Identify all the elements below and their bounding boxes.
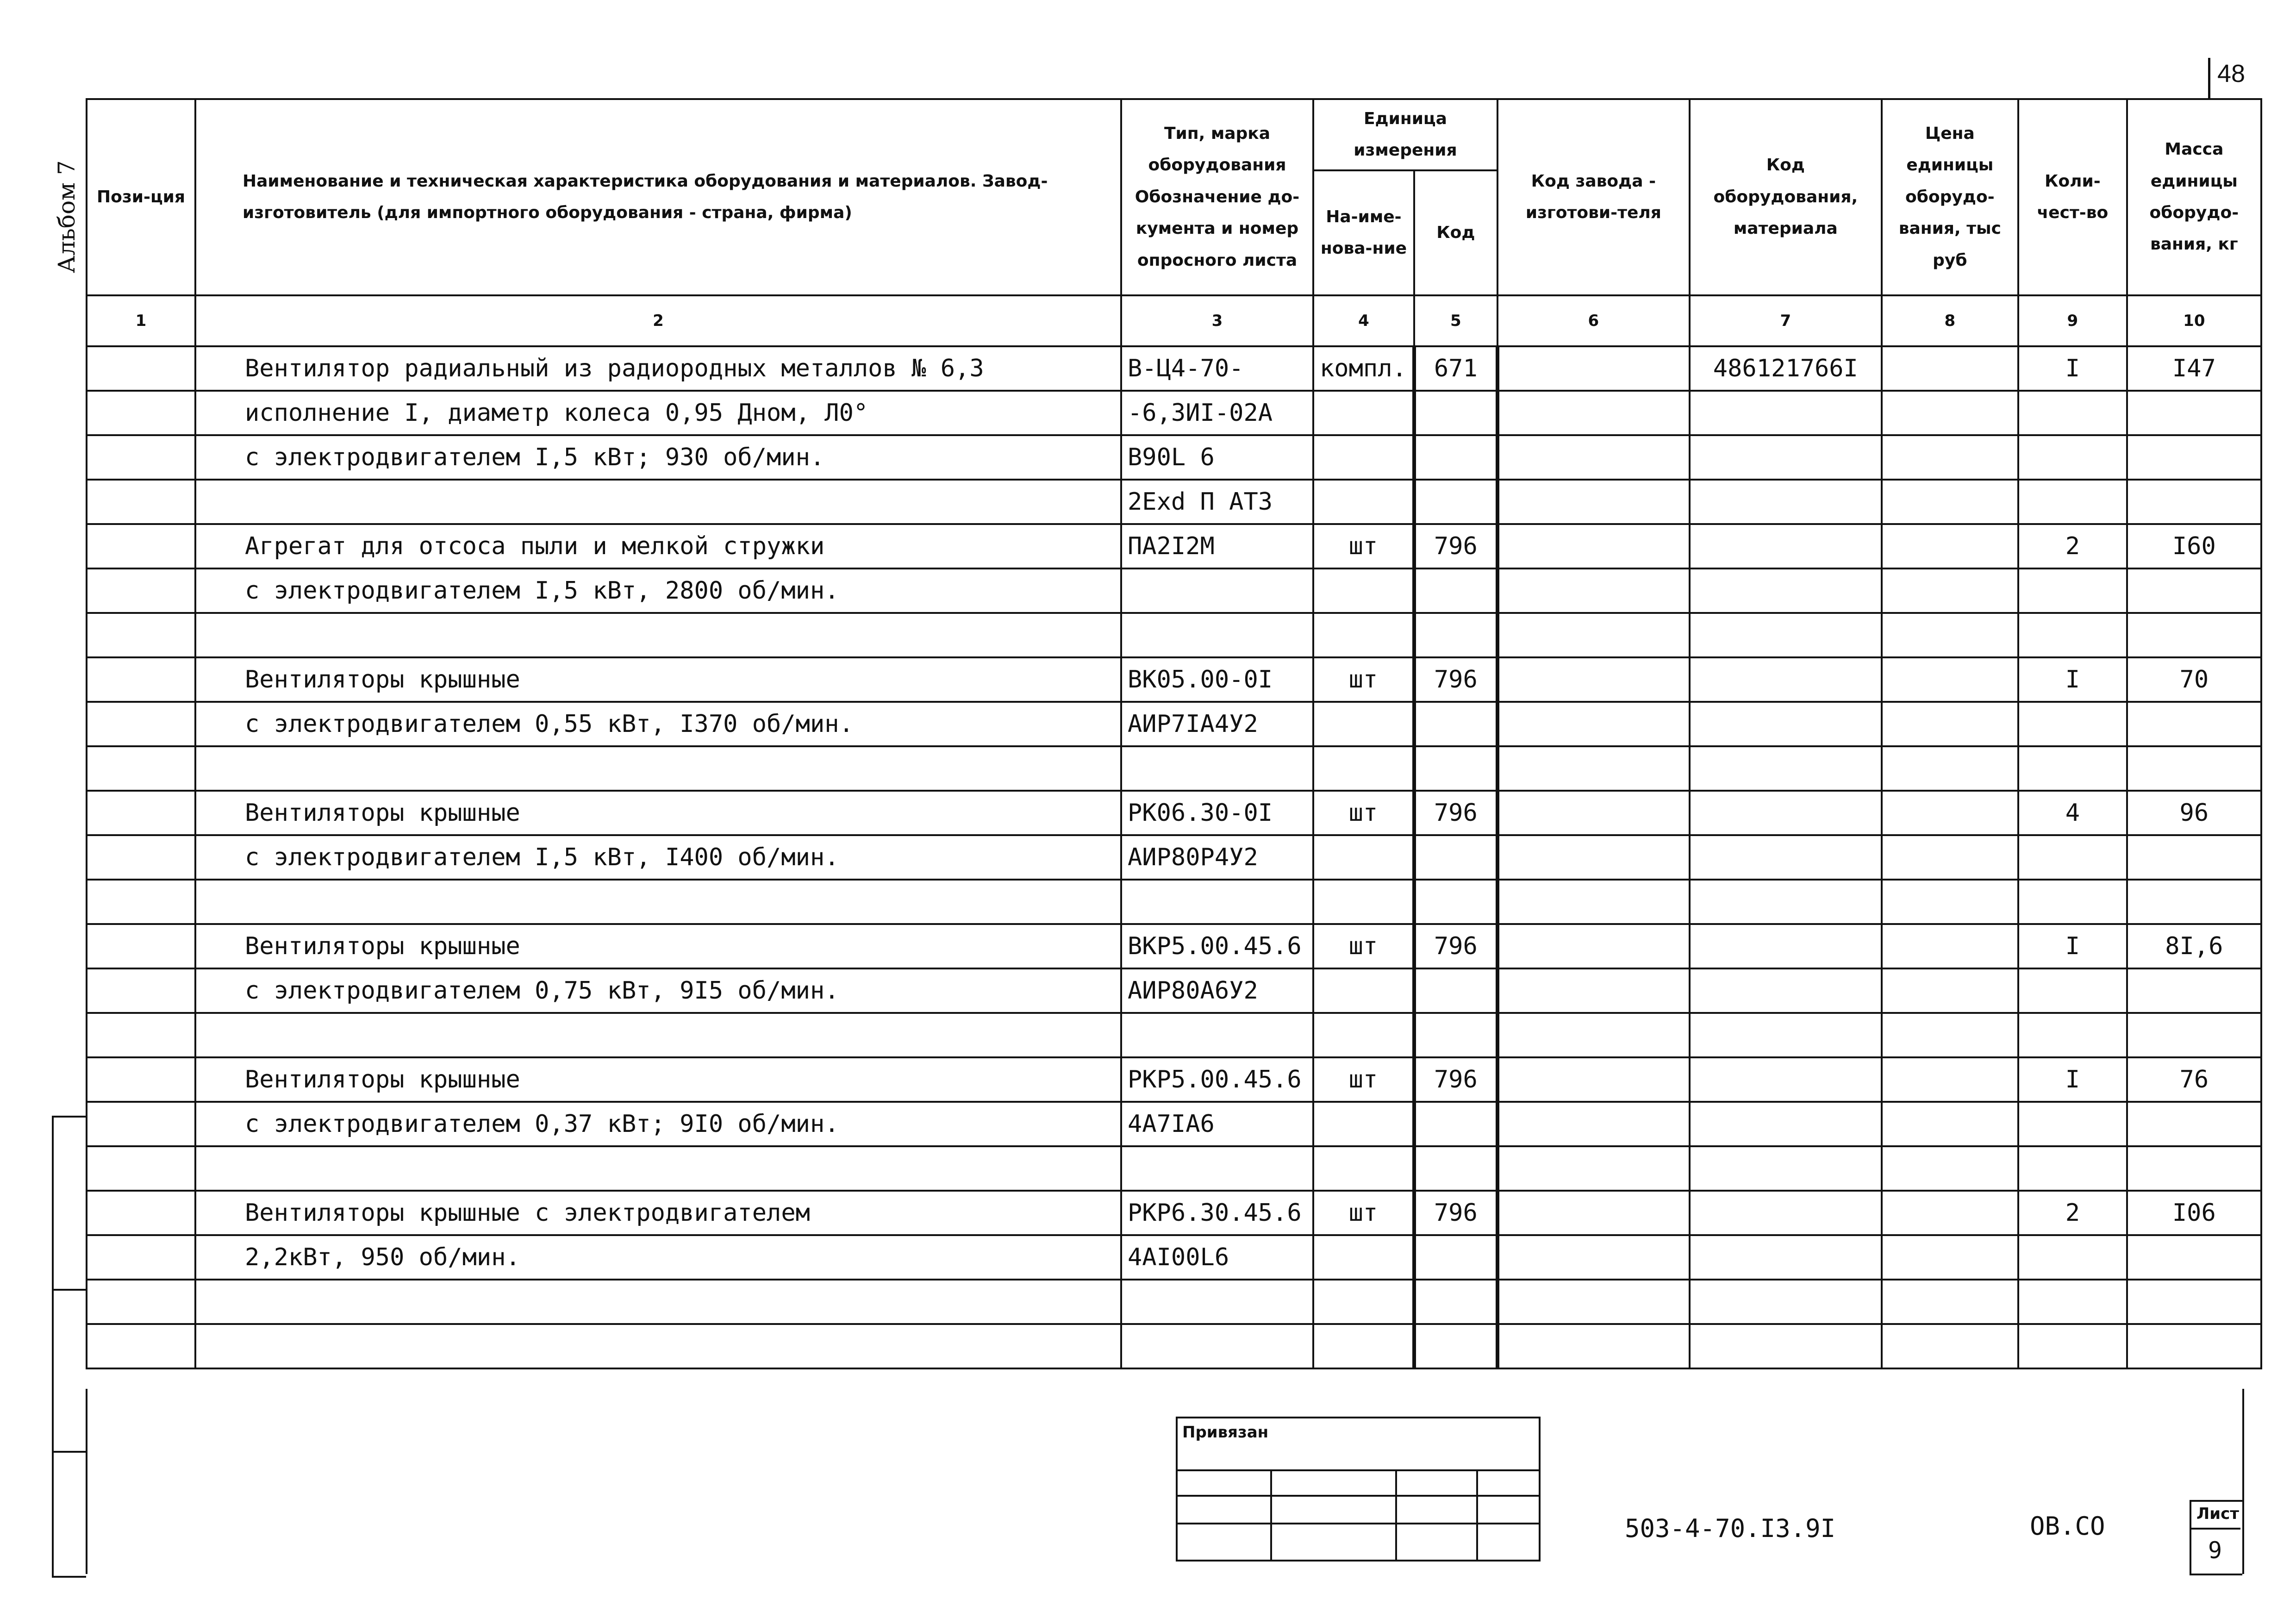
cell-type: 4А7IА6 [1121, 1102, 1313, 1146]
cell-mass: 70 [2127, 657, 2261, 702]
cell-name: Вентиляторы крышные [195, 924, 1121, 968]
cell-name [195, 1280, 1121, 1324]
cell-price [1882, 1191, 2018, 1235]
cell-plant-code [1497, 480, 1690, 524]
cell-unit-code [1414, 480, 1497, 524]
cell-equip-code: 486121766I [1690, 346, 1882, 391]
cell-unit-code [1414, 1235, 1497, 1280]
cell-mass [2127, 702, 2261, 746]
cell-equip-code [1690, 613, 1882, 657]
cell-unit: компл. [1313, 346, 1414, 391]
cell-position [87, 524, 195, 568]
cell-name: с электродвигателем I,5 кВт, I400 об/мин. [195, 835, 1121, 880]
cell-equip-code [1690, 480, 1882, 524]
table-row [87, 791, 2261, 835]
page-number: 48 [2217, 60, 2246, 87]
cell-type: ПА2I2М [1121, 524, 1313, 568]
cell-unit-code [1414, 1102, 1497, 1146]
cell-type [1121, 1013, 1313, 1057]
cell-type [1121, 1324, 1313, 1368]
table-row [87, 880, 2261, 924]
cell-unit-code: 796 [1414, 791, 1497, 835]
cell-type: 4АI00L6 [1121, 1235, 1313, 1280]
cell-unit: шт [1313, 1191, 1414, 1235]
cell-price [1882, 1146, 2018, 1191]
column-number: 8 [1882, 295, 2018, 346]
cell-plant-code [1497, 613, 1690, 657]
cell-unit-code [1414, 702, 1497, 746]
table-row [87, 702, 2261, 746]
cell-unit-code: 796 [1414, 1057, 1497, 1102]
column-number: 4 [1313, 295, 1414, 346]
sheet-number: 9 [2208, 1537, 2222, 1564]
cell-name [195, 746, 1121, 791]
cell-unit [1313, 613, 1414, 657]
cell-price [1882, 568, 2018, 613]
cell-qty: 2 [2018, 1191, 2127, 1235]
cell-qty [2018, 435, 2127, 480]
cell-unit: шт [1313, 924, 1414, 968]
table-row [87, 1013, 2261, 1057]
cell-unit: шт [1313, 524, 1414, 568]
table-row [87, 1057, 2261, 1102]
cell-type [1121, 746, 1313, 791]
cell-type [1121, 880, 1313, 924]
cell-mass: 76 [2127, 1057, 2261, 1102]
cell-unit-code [1414, 968, 1497, 1013]
cell-price [1882, 657, 2018, 702]
cell-unit-code [1414, 435, 1497, 480]
cell-price [1882, 835, 2018, 880]
cell-qty: I [2018, 657, 2127, 702]
cell-unit-code [1414, 568, 1497, 613]
table-row [87, 1146, 2261, 1191]
cell-name: с электродвигателем I,5 кВт, 2800 об/мин. [195, 568, 1121, 613]
cell-unit [1313, 391, 1414, 435]
column-number-row [87, 295, 2261, 346]
cell-qty: I [2018, 346, 2127, 391]
header-position: Пози-ция [87, 99, 195, 295]
cell-plant-code [1497, 1235, 1690, 1280]
cell-plant-code [1497, 924, 1690, 968]
cell-qty [2018, 568, 2127, 613]
header-equip-code: Код оборудования, материала [1690, 99, 1882, 295]
cell-type: В90L 6 [1121, 435, 1313, 480]
cell-plant-code [1497, 1191, 1690, 1235]
binding-separator [54, 1289, 86, 1291]
cell-equip-code [1690, 835, 1882, 880]
cell-plant-code [1497, 346, 1690, 391]
cell-qty: 2 [2018, 524, 2127, 568]
left-binding-strip [52, 1116, 86, 1578]
cell-plant-code [1497, 968, 1690, 1013]
cell-price [1882, 791, 2018, 835]
cell-equip-code [1690, 1191, 1882, 1235]
cell-mass [2127, 835, 2261, 880]
cell-price [1882, 346, 2018, 391]
cell-unit [1313, 746, 1414, 791]
table-row [87, 1102, 2261, 1146]
header-qty: Коли-чест-во [2018, 99, 2127, 295]
document-number: 503-4-70.I3.9I [1625, 1514, 1836, 1543]
stamp-title: Привязан [1182, 1423, 1269, 1442]
cell-unit [1313, 1324, 1414, 1368]
cell-unit: шт [1313, 657, 1414, 702]
cell-unit [1313, 1280, 1414, 1324]
cell-price [1882, 480, 2018, 524]
cell-name: с электродвигателем 0,75 кВт, 9I5 об/мин. [195, 968, 1121, 1013]
table-row [87, 524, 2261, 568]
cell-unit-code: 671 [1414, 346, 1497, 391]
cell-equip-code [1690, 524, 1882, 568]
table-row [87, 1280, 2261, 1324]
table-row [87, 1191, 2261, 1235]
cell-equip-code [1690, 702, 1882, 746]
cell-unit [1313, 1146, 1414, 1191]
cell-equip-code [1690, 1146, 1882, 1191]
cell-position [87, 657, 195, 702]
stamp-line [1178, 1469, 1539, 1471]
cell-position [87, 1280, 195, 1324]
cell-unit-code [1414, 880, 1497, 924]
column-number: 3 [1121, 295, 1313, 346]
cell-unit-code [1414, 746, 1497, 791]
cell-name: Вентиляторы крышные [195, 791, 1121, 835]
cell-unit-code: 796 [1414, 524, 1497, 568]
cell-position [87, 1013, 195, 1057]
header-unit-group: Единица измерения [1313, 99, 1497, 170]
cell-qty [2018, 1280, 2127, 1324]
cell-plant-code [1497, 1013, 1690, 1057]
cell-mass: I06 [2127, 1191, 2261, 1235]
cell-equip-code [1690, 1235, 1882, 1280]
cell-unit [1313, 835, 1414, 880]
cell-position [87, 568, 195, 613]
cell-price [1882, 1102, 2018, 1146]
cell-qty [2018, 1146, 2127, 1191]
cell-type: ВК05.00-0I [1121, 657, 1313, 702]
header-type: Тип, марка оборудования Обозначение до-кумента и номер опросного листа [1121, 99, 1313, 295]
cell-position [87, 435, 195, 480]
cell-mass [2127, 480, 2261, 524]
table-row [87, 613, 2261, 657]
cell-mass [2127, 613, 2261, 657]
cell-type: В-Ц4-70- [1121, 346, 1313, 391]
cell-type [1121, 568, 1313, 613]
column-number: 7 [1690, 295, 1882, 346]
cell-equip-code [1690, 391, 1882, 435]
cell-unit-code [1414, 1013, 1497, 1057]
cell-position [87, 968, 195, 1013]
cell-plant-code [1497, 568, 1690, 613]
cell-plant-code [1497, 657, 1690, 702]
cell-qty [2018, 480, 2127, 524]
cell-price [1882, 613, 2018, 657]
cell-price [1882, 435, 2018, 480]
cell-position [87, 346, 195, 391]
album-label: Альбом 7 [53, 160, 80, 273]
stamp-divider [1476, 1469, 1478, 1560]
cell-type: 2Exd П АТ3 [1121, 480, 1313, 524]
cell-equip-code [1690, 1280, 1882, 1324]
sheet-separator [2190, 1528, 2240, 1530]
cell-mass [2127, 568, 2261, 613]
cell-qty [2018, 835, 2127, 880]
header-unit-code: Код [1414, 170, 1497, 295]
cell-unit [1313, 1102, 1414, 1146]
header-row [87, 99, 2261, 170]
cell-plant-code [1497, 1102, 1690, 1146]
cell-unit-code: 796 [1414, 657, 1497, 702]
cell-mass [2127, 880, 2261, 924]
cell-price [1882, 1057, 2018, 1102]
cell-equip-code [1690, 880, 1882, 924]
cell-equip-code [1690, 746, 1882, 791]
cell-equip-code [1690, 1102, 1882, 1146]
table-body [87, 346, 2261, 1368]
cell-qty [2018, 1102, 2127, 1146]
cell-mass [2127, 1324, 2261, 1368]
cell-name: Вентилятор радиальный из радиородных металлов № 6,3 [195, 346, 1121, 391]
page-number-bar [2208, 58, 2210, 100]
cell-unit: шт [1313, 1057, 1414, 1102]
cell-plant-code [1497, 791, 1690, 835]
cell-unit [1313, 480, 1414, 524]
cell-type [1121, 1280, 1313, 1324]
cell-name: с электродвигателем 0,37 кВт; 9I0 об/мин. [195, 1102, 1121, 1146]
cell-qty [2018, 968, 2127, 1013]
cell-unit [1313, 880, 1414, 924]
cell-name: с электродвигателем 0,55 кВт, I370 об/мин. [195, 702, 1121, 746]
table-row [87, 968, 2261, 1013]
table-row [87, 924, 2261, 968]
cell-position [87, 1146, 195, 1191]
cell-plant-code [1497, 835, 1690, 880]
cell-unit-code [1414, 835, 1497, 880]
table-row [87, 435, 2261, 480]
cell-mass [2127, 1146, 2261, 1191]
header-mass: Масса единицы оборудо-вания, кг [2127, 99, 2261, 295]
cell-price [1882, 524, 2018, 568]
cell-mass [2127, 1102, 2261, 1146]
cell-price [1882, 1280, 2018, 1324]
cell-name: с электродвигателем I,5 кВт; 930 об/мин. [195, 435, 1121, 480]
column-number: 6 [1497, 295, 1690, 346]
cell-type: РКР5.00.45.6 [1121, 1057, 1313, 1102]
cell-price [1882, 391, 2018, 435]
cell-unit-code [1414, 1324, 1497, 1368]
cell-unit [1313, 702, 1414, 746]
cell-mass [2127, 435, 2261, 480]
cell-plant-code [1497, 1057, 1690, 1102]
table-row [87, 835, 2261, 880]
cell-qty [2018, 1235, 2127, 1280]
cell-type: АИР80А6У2 [1121, 968, 1313, 1013]
stamp-divider [1395, 1469, 1397, 1560]
cell-unit [1313, 968, 1414, 1013]
cell-plant-code [1497, 880, 1690, 924]
cell-qty: 4 [2018, 791, 2127, 835]
cell-type: АИР80Р4У2 [1121, 835, 1313, 880]
cell-position [87, 1102, 195, 1146]
cell-mass: 8I,6 [2127, 924, 2261, 968]
table-row [87, 568, 2261, 613]
cell-plant-code [1497, 746, 1690, 791]
cell-mass: I47 [2127, 346, 2261, 391]
column-number: 5 [1414, 295, 1497, 346]
cell-equip-code [1690, 1013, 1882, 1057]
cell-unit-code [1414, 1280, 1497, 1324]
header-unit-name: На-име-нова-ние [1313, 170, 1414, 295]
cell-position [87, 1191, 195, 1235]
cell-mass [2127, 1013, 2261, 1057]
cell-unit-code [1414, 391, 1497, 435]
cell-mass [2127, 391, 2261, 435]
cell-unit-code [1414, 1146, 1497, 1191]
cell-name [195, 1324, 1121, 1368]
table-row [87, 391, 2261, 435]
cell-plant-code [1497, 1146, 1690, 1191]
cell-position [87, 880, 195, 924]
cell-equip-code [1690, 924, 1882, 968]
cell-name [195, 880, 1121, 924]
column-number: 10 [2127, 295, 2261, 346]
cell-unit-code [1414, 613, 1497, 657]
cell-unit-code: 796 [1414, 1191, 1497, 1235]
cell-position [87, 1324, 195, 1368]
cell-plant-code [1497, 1324, 1690, 1368]
cell-equip-code [1690, 568, 1882, 613]
sheet-label: Лист [2196, 1505, 2239, 1523]
binding-separator [54, 1451, 86, 1453]
cell-position [87, 702, 195, 746]
cell-equip-code [1690, 791, 1882, 835]
cell-equip-code [1690, 1324, 1882, 1368]
stamp-divider [1270, 1469, 1272, 1560]
section-code: ОВ.СО [2030, 1512, 2105, 1541]
cell-position [87, 746, 195, 791]
column-number: 2 [195, 295, 1121, 346]
cell-qty: I [2018, 1057, 2127, 1102]
cell-equip-code [1690, 657, 1882, 702]
cell-name: Агрегат для отсоса пыли и мелкой стружки [195, 524, 1121, 568]
cell-mass: I60 [2127, 524, 2261, 568]
cell-equip-code [1690, 1057, 1882, 1102]
cell-price [1882, 880, 2018, 924]
cell-position [87, 791, 195, 835]
cell-unit-code: 796 [1414, 924, 1497, 968]
cell-qty: I [2018, 924, 2127, 968]
cell-qty [2018, 746, 2127, 791]
cell-mass [2127, 1235, 2261, 1280]
cell-price [1882, 924, 2018, 968]
cell-plant-code [1497, 435, 1690, 480]
cell-unit [1313, 435, 1414, 480]
cell-price [1882, 1324, 2018, 1368]
cell-mass [2127, 968, 2261, 1013]
specification-table [86, 98, 2262, 1369]
header-plant-code: Код завода - изготови-теля [1497, 99, 1690, 295]
table-row [87, 1324, 2261, 1368]
cell-plant-code [1497, 1280, 1690, 1324]
cell-equip-code [1690, 968, 1882, 1013]
bottom-frame [86, 1389, 2244, 1574]
cell-price [1882, 702, 2018, 746]
cell-name: 2,2кВт, 950 об/мин. [195, 1235, 1121, 1280]
cell-price [1882, 968, 2018, 1013]
cell-position [87, 480, 195, 524]
cell-mass: 96 [2127, 791, 2261, 835]
cell-name: Вентиляторы крышные [195, 657, 1121, 702]
cell-mass [2127, 1280, 2261, 1324]
table-row [87, 1235, 2261, 1280]
cell-name: Вентиляторы крышные с электродвигателем [195, 1191, 1121, 1235]
cell-type: ВКР5.00.45.6 [1121, 924, 1313, 968]
cell-position [87, 835, 195, 880]
cell-unit: шт [1313, 791, 1414, 835]
cell-type [1121, 613, 1313, 657]
cell-name: Вентиляторы крышные [195, 1057, 1121, 1102]
binding-stamp [1176, 1417, 1541, 1562]
table-row [87, 746, 2261, 791]
cell-position [87, 391, 195, 435]
cell-qty [2018, 702, 2127, 746]
cell-name [195, 613, 1121, 657]
table-row [87, 346, 2261, 391]
cell-position [87, 1235, 195, 1280]
cell-name [195, 1146, 1121, 1191]
cell-unit [1313, 568, 1414, 613]
cell-qty [2018, 1013, 2127, 1057]
cell-qty [2018, 613, 2127, 657]
cell-name [195, 1013, 1121, 1057]
cell-name: исполнение I, диаметр колеса 0,95 Дном, Л0° [195, 391, 1121, 435]
header-name: Наименование и техническая характеристика оборудования и материалов. Завод-изготовитель (для импортного оборудования - страна, фирма) [195, 99, 1121, 295]
cell-type: РКР6.30.45.6 [1121, 1191, 1313, 1235]
cell-type [1121, 1146, 1313, 1191]
table-row [87, 657, 2261, 702]
column-number: 1 [87, 295, 195, 346]
cell-plant-code [1497, 702, 1690, 746]
cell-mass [2127, 746, 2261, 791]
cell-position [87, 613, 195, 657]
cell-qty [2018, 1324, 2127, 1368]
table-row [87, 480, 2261, 524]
cell-name [195, 480, 1121, 524]
cell-unit [1313, 1013, 1414, 1057]
cell-plant-code [1497, 524, 1690, 568]
cell-type: РК06.30-0I [1121, 791, 1313, 835]
cell-price [1882, 1235, 2018, 1280]
cell-qty [2018, 391, 2127, 435]
cell-position [87, 1057, 195, 1102]
cell-plant-code [1497, 391, 1690, 435]
stamp-line [1178, 1495, 1539, 1497]
column-number: 9 [2018, 295, 2127, 346]
cell-equip-code [1690, 435, 1882, 480]
cell-qty [2018, 880, 2127, 924]
stamp-line [1178, 1523, 1539, 1524]
cell-type: АИР7IА4У2 [1121, 702, 1313, 746]
cell-price [1882, 746, 2018, 791]
cell-unit [1313, 1235, 1414, 1280]
header-price: Цена единицы оборудо-вания, тыс руб [1882, 99, 2018, 295]
cell-position [87, 924, 195, 968]
cell-type: -6,3ИI-02А [1121, 391, 1313, 435]
cell-price [1882, 1013, 2018, 1057]
